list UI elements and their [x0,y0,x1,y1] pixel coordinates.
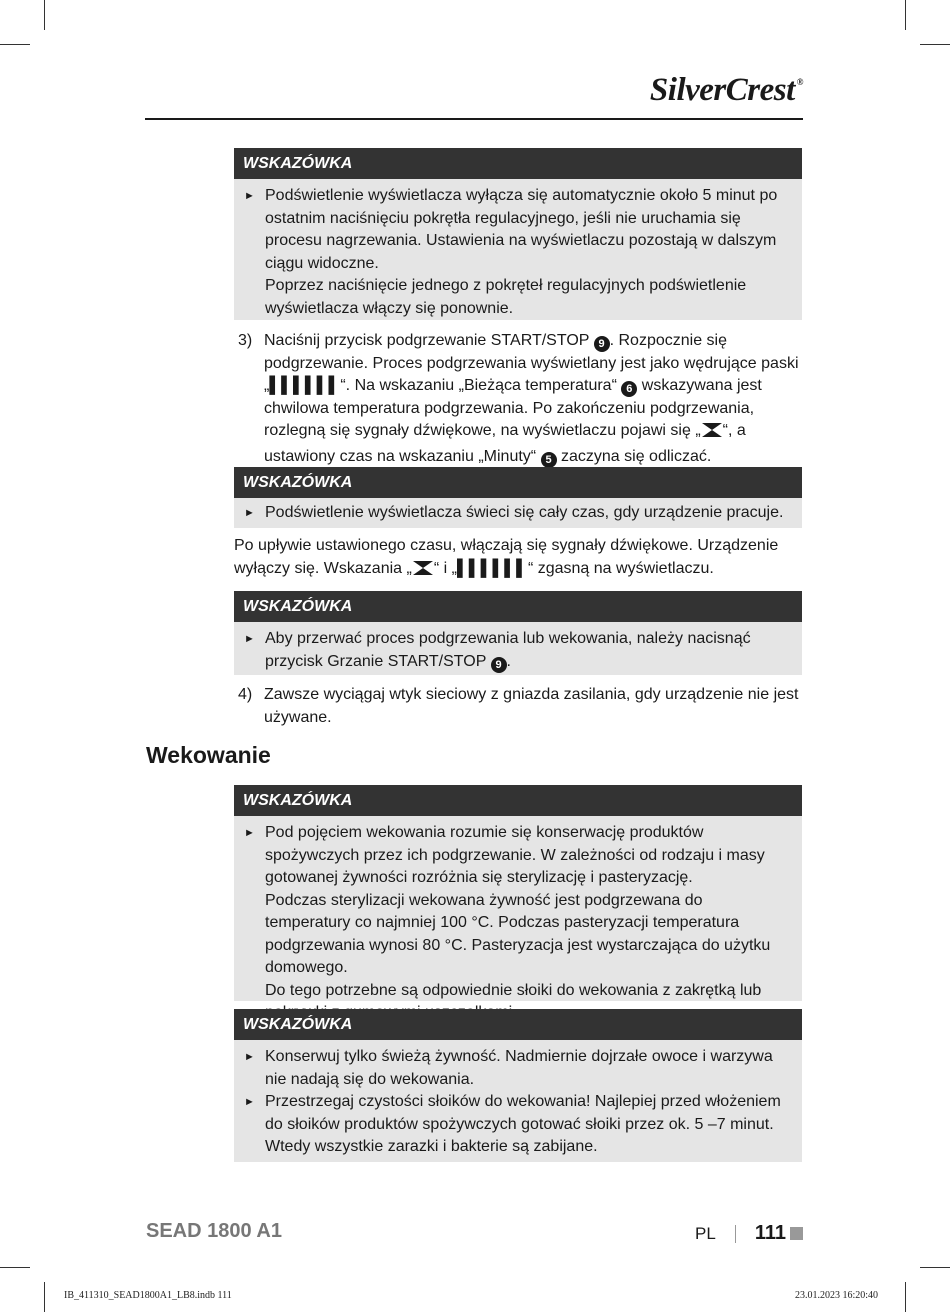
step-number: 4) [238,686,253,703]
hourglass-icon [412,560,434,584]
note-box [234,785,802,1001]
note-paragraph: Podświetlenie wyświetlacza świeci się cały czas, gdy urządzenie pracuje. [265,504,784,521]
bullet-arrow-icon: ► [244,1051,255,1063]
brand-logo-text: SilverCrest [649,72,795,108]
marker-9-icon: 9 [491,657,507,673]
registered-mark: ® [796,77,803,87]
step-text: Naciśnij przycisk podgrzewanie START/STOP 9 . Rozpocznie się podgrzewanie. Proces podgrzewania wyświetlany jest jako wędrujące paski „▌▌▌▌▌▌“. Na wskazaniu „Bieżąca temperatura“ 6 wskazywana jest chwilowa temperatura podgrzewania. Po zakończeniu podgrzewania, rozlegną się sygnały dźwiękowe, na wyświetlaczu pojawi się „ “, a ustawiony czas na wskazaniu „Minuty“ 5 zaczyna się odliczać. [264,332,799,466]
bullet-arrow-icon: ► [244,507,255,519]
note-paragraph: Pod pojęciem wekowania rozumie się konserwację produktów spożywczych przez ich podgrzewanie. W zależności od rodzaju i masy gotowanej żywności rozróżnia się sterylizację i pasteryzację. [265,824,765,886]
note-heading: WSKAZÓWKA [234,1009,802,1040]
note-bullet [244,1046,792,1091]
footer-page-info [695,1222,803,1245]
hourglass-icon [701,422,723,446]
footer-divider [735,1225,736,1243]
note-box [234,467,802,528]
progress-bars-icon: ▌▌▌▌▌▌ [456,559,528,577]
note-paragraph: Poprzez naciśnięcie jednego z pokręteł regulacyjnych podświetlenie wyświetlacza włączy się ponownie. [265,277,747,317]
print-file-info: IB_411310_SEAD1800A1_LB8.indb 111 [64,1290,232,1301]
note-paragraph: Do tego potrzebne są odpowiednie słoiki do wekowania z zakrętką lub [265,981,762,999]
note-box [234,591,802,675]
step-4 [238,684,804,729]
brand-logo [650,74,803,107]
section-heading: Wekowanie [146,742,271,768]
note-box [234,148,802,320]
note-paragraph: Podczas sterylizacji wekowana żywność jest podgrzewana do temperatury co najmniej 100 °C. Podczas pasteryzacji temperatura podgrzewania wynosi 80 °C. Pasteryzacja jest wystarczająca do użytku domowego. [265,891,771,976]
note-heading: WSKAZÓWKA [234,785,802,816]
note-heading: WSKAZÓWKA [234,148,802,179]
step-3 [238,330,804,468]
note-box [234,1009,802,1162]
crop-mark [0,44,30,45]
bullet-arrow-icon: ► [244,827,255,839]
crop-mark [44,0,45,30]
bullet-arrow-icon: ► [244,633,255,645]
step-text: Zawsze wyciągaj wtyk sieciowy z gniazda zasilania, gdy urządzenie nie jest używane. [264,686,799,726]
note-paragraph: Konserwuj tylko świeżą żywność. Nadmiernie dojrzałe owoce i warzywa nie nadają się do wekowania. [265,1048,773,1088]
footer-language: PL [695,1223,716,1243]
note-paragraph: Podświetlenie wyświetlacza wyłącza się automatycznie około 5 minut po ostatnim naciśnięciu pokrętła regulacyjnego, jeśli nie uruchamia się procesu nagrzewania. Ustawienia na wyświetlaczu pozostają w dalszym ciągu widoczne. [265,187,778,272]
note-bullet [244,502,792,525]
marker-5-icon: 5 [541,452,557,468]
crop-mark [0,1267,30,1268]
note-bullet [244,185,792,320]
bullet-arrow-icon: ► [244,1096,255,1108]
header-rule [145,118,803,120]
footer-model: SEAD 1800 A1 [146,1220,282,1242]
note-heading: WSKAZÓWKA [234,591,802,622]
crop-mark [905,1282,906,1312]
crop-mark [920,1267,950,1268]
note-paragraph: Aby przerwać proces podgrzewania lub wekowania, należy nacisnąć przycisk Grzanie START/STOP 9 . [265,630,751,671]
crop-mark [905,0,906,30]
note-paragraph: Przestrzegaj czystości słoików do wekowania! Najlepiej przed włożeniem do słoików produktów spożywczych gotować słoiki przez ok. 5 –7 minut. Wtedy wszystkie zarazki i bakterie są zabijane. [265,1093,781,1155]
progress-bars-icon: ▌▌▌▌▌▌ [269,377,341,394]
marker-9-icon: 9 [594,336,610,352]
crop-mark [44,1282,45,1312]
marker-6-icon: 6 [621,381,637,397]
note-heading: WSKAZÓWKA [234,467,802,498]
step-number: 3) [238,332,253,349]
note-bullet [244,1091,792,1159]
footer-page-number: 111 [754,1222,786,1244]
note-bullet [244,628,792,673]
print-date-info: 23.01.2023 16:20:40 [794,1290,878,1301]
body-paragraph: Po upływie ustawionego czasu, włączają się sygnały dźwiękowe. Urządzenie wyłączy się. Wskazania „ “ i „▌▌▌▌▌▌“ zgasną na wyświetlaczu. [234,535,804,583]
bullet-arrow-icon: ► [244,190,255,202]
footer-square-icon [790,1227,803,1240]
crop-mark [920,44,950,45]
note-bullet [244,822,792,1025]
